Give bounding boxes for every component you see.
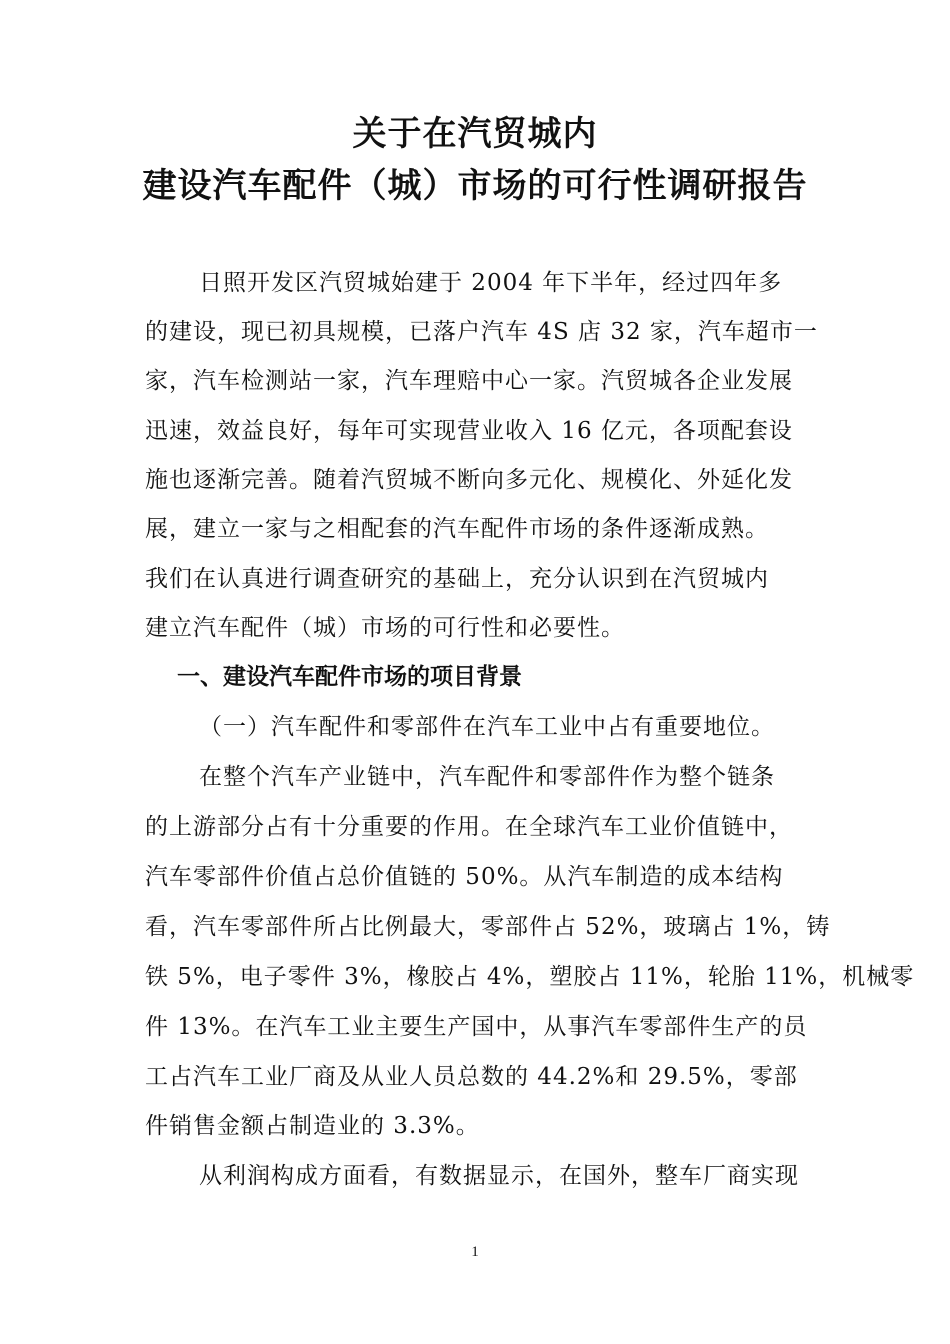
body-line: 看，汽车零部件所占比例最大，零部件占 52%，玻璃占 1%，铸 [145, 914, 831, 940]
body-line: 汽车零部件价值占总价值链的 50%。从汽车制造的成本结构 [145, 864, 784, 890]
body-line: 件 13%。在汽车工业主要生产国中，从事汽车零部件生产的员 [145, 1014, 808, 1040]
intro-line: 我们在认真进行调查研究的基础上，充分认识到在汽贸城内 [145, 566, 769, 592]
document-title-line-2: 建设汽车配件（城）市场的可行性调研报告 [142, 166, 808, 206]
body-line: 从利润构成方面看，有数据显示，在国外，整车厂商实现 [199, 1163, 799, 1189]
body-line: 件销售金额占制造业的 3.3%。 [145, 1113, 480, 1139]
subsection-heading: （一）汽车配件和零部件在汽车工业中占有重要地位。 [199, 714, 775, 740]
intro-line: 建立汽车配件（城）市场的可行性和必要性。 [145, 615, 625, 641]
intro-line: 施也逐渐完善。随着汽贸城不断向多元化、规模化、外延化发 [145, 467, 793, 493]
section-heading: 一、建设汽车配件市场的项目背景 [177, 664, 522, 690]
intro-line: 日照开发区汽贸城始建于 2004 年下半年，经过四年多 [199, 270, 783, 296]
body-line: 在整个汽车产业链中，汽车配件和零部件作为整个链条 [199, 764, 775, 790]
intro-line: 展，建立一家与之相配套的汽车配件市场的条件逐渐成熟。 [145, 516, 769, 542]
intro-line: 家，汽车检测站一家，汽车理赔中心一家。汽贸城各企业发展 [145, 368, 793, 394]
intro-line: 迅速，效益良好，每年可实现营业收入 16 亿元，各项配套设 [145, 418, 793, 444]
document-title-line-1: 关于在汽贸城内 [352, 114, 598, 154]
intro-line: 的建设，现已初具规模，已落户汽车 4S 店 32 家，汽车超市一 [145, 319, 818, 345]
body-line: 工占汽车工业厂商及从业人员总数的 44.2%和 29.5%，零部 [145, 1064, 798, 1090]
body-line: 的上游部分占有十分重要的作用。在全球汽车工业价值链中， [145, 814, 793, 840]
body-line: 铁 5%，电子零件 3%，橡胶占 4%，塑胶占 11%，轮胎 11%，机械零 [145, 964, 915, 990]
page-number: 1 [471, 1244, 479, 1260]
